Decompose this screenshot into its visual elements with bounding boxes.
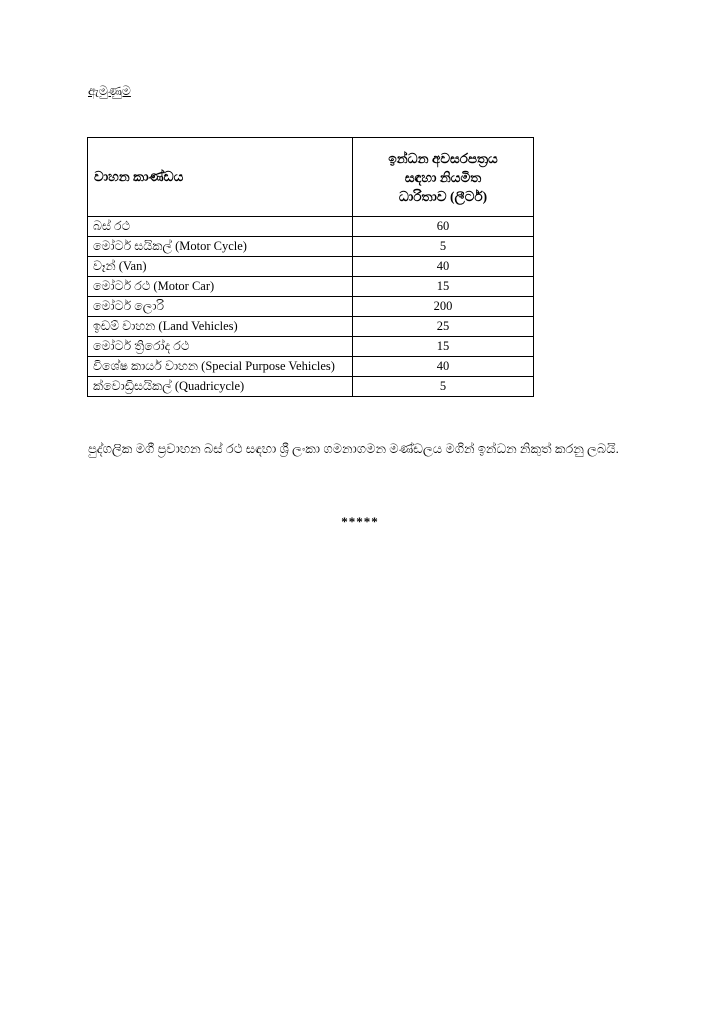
table-row: [88, 257, 534, 277]
table-row: [88, 297, 534, 317]
table-row: [88, 357, 534, 377]
liters-cell: 5: [353, 237, 534, 257]
table-row: [88, 377, 534, 397]
header-fuel-quota-line3: ධාරිතාව (ලීටර්): [398, 188, 488, 204]
liters-cell: 15: [353, 337, 534, 357]
end-marker: *****: [341, 514, 379, 529]
liters-cell: 40: [353, 257, 534, 277]
liters-cell: 5: [353, 377, 534, 397]
liters-cell: 60: [353, 217, 534, 237]
header-fuel-quota-line1: ඉන්ධන අවසරපත්‍රය: [388, 150, 498, 166]
category-cell: මෝටර් සයිකල් (Motor Cycle): [88, 237, 353, 257]
category-cell: මෝටර් රථ (Motor Car): [88, 277, 353, 297]
category-cell: ක්වොඩ්‍රිසයිකල් (Quadricycle): [88, 377, 353, 397]
liters-cell: 40: [353, 357, 534, 377]
table-row: [88, 237, 534, 257]
body-paragraph: පුද්ගලික මගී ප්‍රවාහන බස් රථ සඳහා ශ්‍රී ලංකා ගමනාගමන මණ්ඩලය මගින් ඉන්ධන නිකුත් කරනු ලබයි.: [88, 441, 619, 456]
annex-title: ඇමුණුම: [88, 84, 131, 98]
category-cell: මෝටර් ලොරි: [88, 297, 353, 317]
fuel-quota-table: [87, 137, 534, 397]
category-cell: විශේෂ කාර්ය වාහන (Special Purpose Vehicles): [88, 357, 353, 377]
liters-cell: 15: [353, 277, 534, 297]
header-fuel-quota-line2: සඳහා නියමිත: [404, 169, 482, 185]
liters-cell: 25: [353, 317, 534, 337]
liters-cell: 200: [353, 297, 534, 317]
category-cell: බස් රථ: [88, 217, 353, 237]
table-row: [88, 277, 534, 297]
category-cell: වෑන් (Van): [88, 257, 353, 277]
header-vehicle-category: වාහන කාණ්ඩය: [88, 138, 353, 217]
category-cell: මෝටර් ත්‍රිරෝද රථ: [88, 337, 353, 357]
table-header-row: [88, 138, 534, 217]
header-fuel-quota: [353, 138, 534, 217]
table-row: [88, 317, 534, 337]
table-row: [88, 217, 534, 237]
category-cell: ඉඩම් වාහන (Land Vehicles): [88, 317, 353, 337]
table-row: [88, 337, 534, 357]
